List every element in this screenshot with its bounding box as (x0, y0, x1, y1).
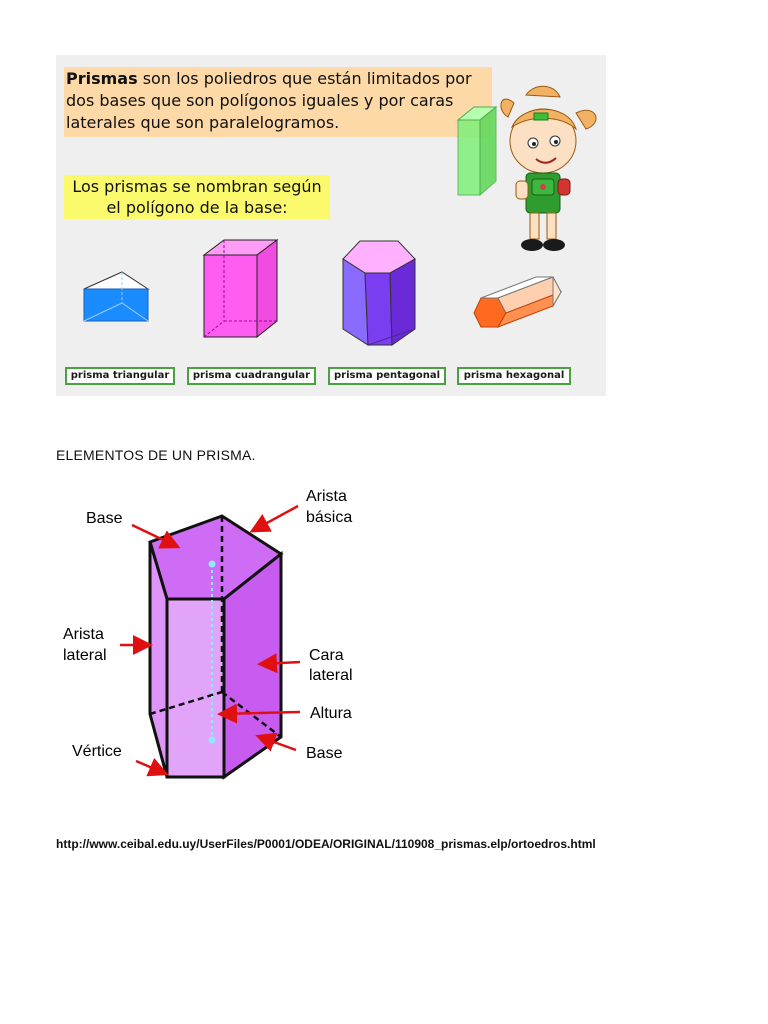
label-base-top: Base (86, 510, 123, 527)
definition-text: son los poliedros que están limitados por dos bases que son polígonos iguales y por caras laterales que son paralelogramos. (66, 69, 472, 132)
arrow-arista-basica (254, 506, 298, 530)
hexagonal-prism-shape (474, 277, 561, 327)
square-prism-shape (204, 240, 277, 337)
label-arista-lateral-1: Arista (63, 626, 104, 643)
label-prisma-cuadrangular: prisma cuadrangular (187, 367, 316, 385)
prism-elements-diagram (56, 480, 386, 800)
arrow-vertice (136, 761, 164, 773)
label-cara-lateral-2: lateral (309, 667, 353, 684)
label-altura: Altura (310, 705, 352, 722)
triangular-prism-shape (84, 272, 148, 321)
label-vertice: Vértice (72, 743, 122, 760)
definition-term: Prismas (66, 69, 138, 88)
prism-shapes (56, 55, 606, 396)
naming-rule-line-2: el polígono de la base: (106, 198, 288, 217)
front-lateral-face (167, 599, 224, 777)
label-base-bottom: Base (306, 745, 343, 762)
cartoon-girl-illustration (458, 86, 596, 251)
label-prisma-hexagonal: prisma hexagonal (457, 367, 571, 385)
label-prisma-pentagonal: prisma pentagonal (328, 367, 446, 385)
label-arista-basica-1: Arista (306, 488, 347, 505)
naming-rule-line-1: Los prismas se nombran según (72, 177, 322, 196)
label-arista-lateral-2: lateral (63, 647, 107, 664)
prism-types-figure (56, 55, 606, 396)
source-url: http://www.ceibal.edu.uy/UserFiles/P0001/ODEA/ORIGINAL/110908_prismas.elp/ortoedros.html (56, 837, 596, 851)
label-arista-basica-2: básica (306, 509, 353, 526)
pentagonal-prism-shape (343, 241, 415, 345)
section-heading: ELEMENTOS DE UN PRISMA. (56, 447, 256, 463)
label-cara-lateral-1: Cara (309, 647, 344, 664)
label-prisma-triangular: prisma triangular (65, 367, 175, 385)
